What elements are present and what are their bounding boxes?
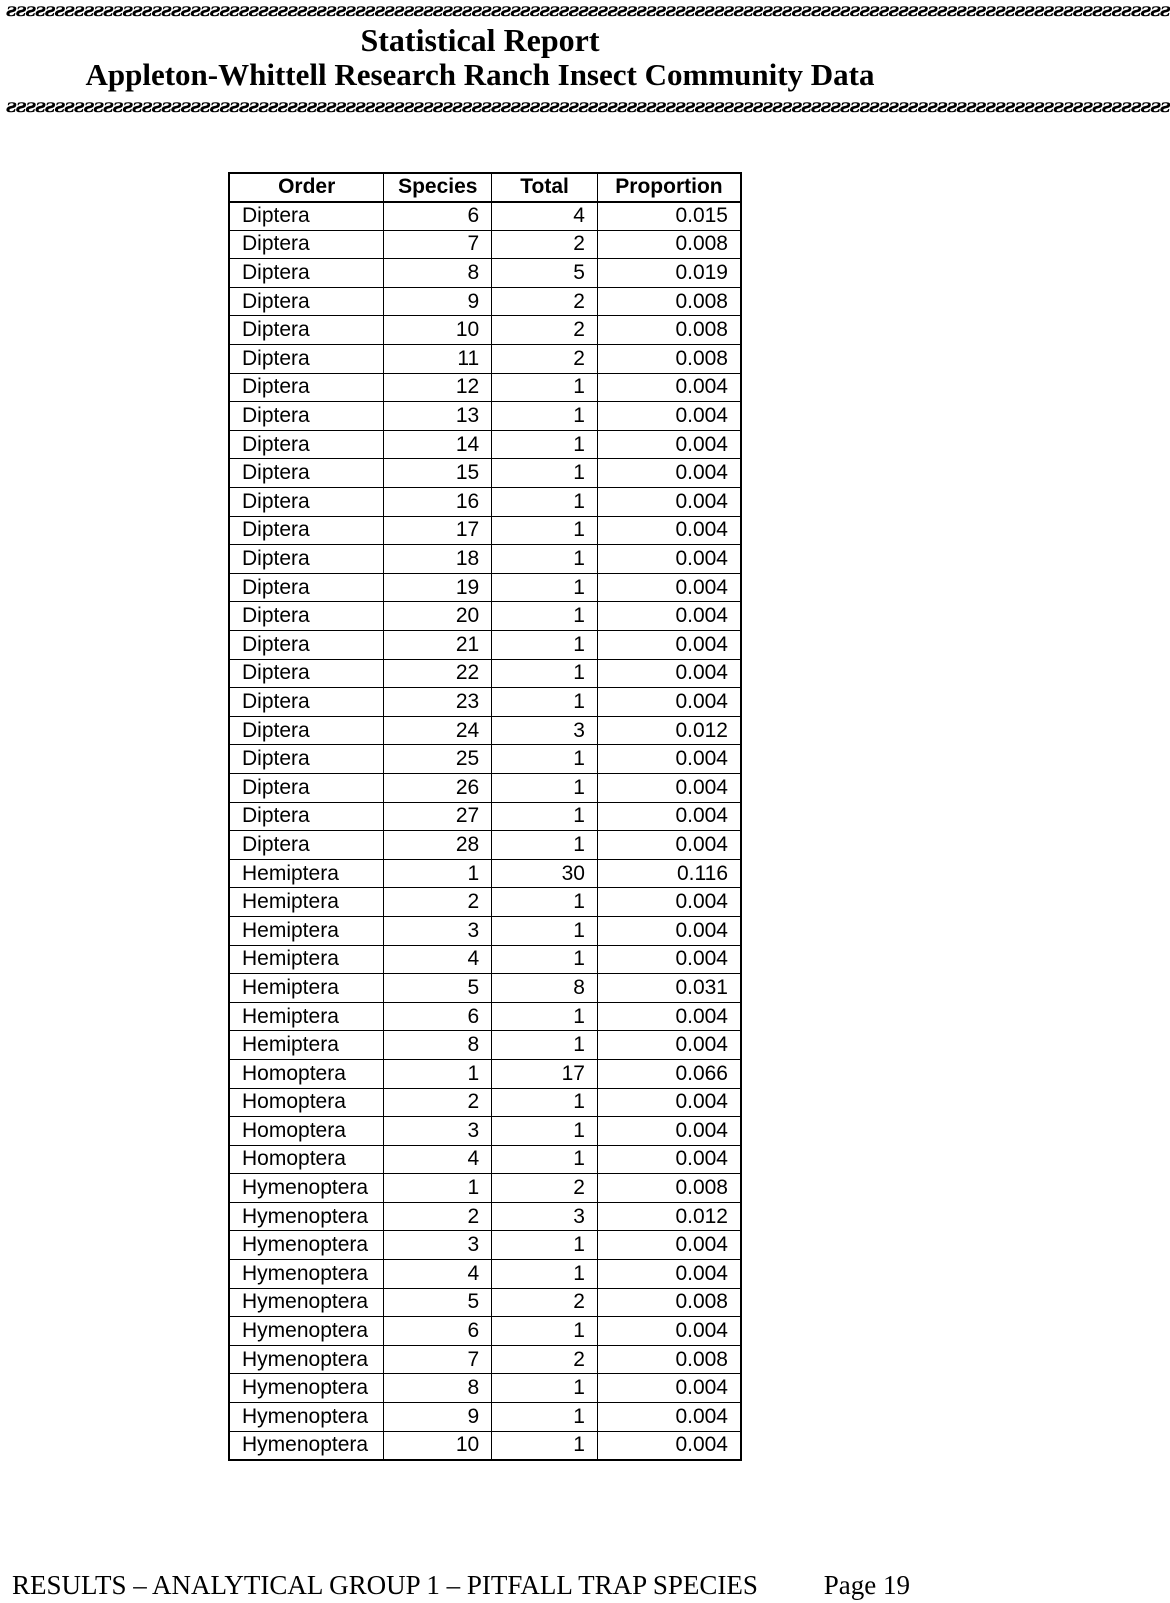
- table-row: [229, 1431, 741, 1460]
- cell-species: 9: [384, 1403, 492, 1432]
- footer-section-label: RESULTS – ANALYTICAL GROUP 1 – PITFALL TRAP SPECIES: [12, 1570, 758, 1600]
- cell-proportion: 0.012: [597, 1202, 741, 1231]
- table-row: [229, 716, 741, 745]
- cell-total: 1: [492, 659, 598, 688]
- cell-species: 27: [384, 802, 492, 831]
- cell-proportion: 0.004: [597, 631, 741, 660]
- cell-order: Diptera: [229, 802, 384, 831]
- cell-proportion: 0.004: [597, 488, 741, 517]
- cell-total: 17: [492, 1059, 598, 1088]
- cell-total: 1: [492, 459, 598, 488]
- cell-total: 1: [492, 1231, 598, 1260]
- cell-proportion: 0.008: [597, 345, 741, 374]
- cell-total: 1: [492, 1002, 598, 1031]
- cell-total: 1: [492, 373, 598, 402]
- cell-order: Hemiptera: [229, 888, 384, 917]
- cell-order: Hemiptera: [229, 1002, 384, 1031]
- cell-total: 1: [492, 831, 598, 860]
- table-row: [229, 974, 741, 1003]
- cell-total: 1: [492, 773, 598, 802]
- cell-species: 3: [384, 1117, 492, 1146]
- cell-total: 1: [492, 1374, 598, 1403]
- cell-order: Diptera: [229, 230, 384, 259]
- cell-proportion: 0.004: [597, 1231, 741, 1260]
- cell-proportion: 0.004: [597, 831, 741, 860]
- cell-order: Diptera: [229, 488, 384, 517]
- cell-species: 3: [384, 916, 492, 945]
- cell-species: 26: [384, 773, 492, 802]
- table-row: [229, 1031, 741, 1060]
- cell-order: Diptera: [229, 716, 384, 745]
- cell-order: Diptera: [229, 516, 384, 545]
- table-row: [229, 1231, 741, 1260]
- cell-total: 2: [492, 1288, 598, 1317]
- cell-species: 10: [384, 316, 492, 345]
- cell-total: 1: [492, 1145, 598, 1174]
- cell-order: Hemiptera: [229, 1031, 384, 1060]
- table-row: [229, 287, 741, 316]
- table-body: [229, 202, 741, 1460]
- cell-species: 5: [384, 1288, 492, 1317]
- cell-proportion: 0.004: [597, 459, 741, 488]
- cell-total: 1: [492, 488, 598, 517]
- table-row: [229, 1145, 741, 1174]
- cell-order: Hymenoptera: [229, 1202, 384, 1231]
- cell-proportion: 0.008: [597, 1345, 741, 1374]
- table-row: [229, 1288, 741, 1317]
- cell-total: 1: [492, 1317, 598, 1346]
- table-row: [229, 345, 741, 374]
- cell-total: 5: [492, 259, 598, 288]
- cell-total: 1: [492, 1117, 598, 1146]
- cell-order: Diptera: [229, 573, 384, 602]
- cell-order: Diptera: [229, 430, 384, 459]
- cell-species: 18: [384, 545, 492, 574]
- cell-proportion: 0.004: [597, 1117, 741, 1146]
- column-header-proportion: Proportion: [597, 173, 741, 202]
- column-header-order: Order: [229, 173, 384, 202]
- cell-species: 11: [384, 345, 492, 374]
- table-row: [229, 1088, 741, 1117]
- table-row: [229, 1059, 741, 1088]
- cell-order: Hymenoptera: [229, 1374, 384, 1403]
- cell-order: Homoptera: [229, 1059, 384, 1088]
- cell-total: 1: [492, 916, 598, 945]
- cell-species: 6: [384, 1002, 492, 1031]
- cell-order: Hemiptera: [229, 859, 384, 888]
- cell-proportion: 0.004: [597, 1002, 741, 1031]
- cell-species: 17: [384, 516, 492, 545]
- cell-proportion: 0.008: [597, 230, 741, 259]
- decorative-border-top: ƨƨƨƨƨƨƨƨƨƨƨƨƨƨƨƨƨƨƨƨƨƨƨƨƨƨƨƨƨƨƨƨƨƨƨƨƨƨƨƨƨƨƨƨƨƨƨƨƨƨƨƨƨƨƨƨƨƨƨƨƨƨƨƨƨƨƨƨƨƨƨƨƨƨƨƨƨƨƨƨƨƨƨƨƨƨƨƨƨƨƨƨƨƨƨƨƨƨƨƨƨƨƨƨƨƨƨƨƨƨƨƨƨƨƨƨƨƨƨƨ: [6, 0, 1170, 21]
- cell-proportion: 0.004: [597, 773, 741, 802]
- cell-species: 4: [384, 1145, 492, 1174]
- table-row: [229, 202, 741, 231]
- cell-order: Homoptera: [229, 1145, 384, 1174]
- table-row: [229, 402, 741, 431]
- table-row: [229, 859, 741, 888]
- column-header-species: Species: [384, 173, 492, 202]
- table-row: [229, 545, 741, 574]
- table-row: [229, 516, 741, 545]
- cell-order: Hymenoptera: [229, 1317, 384, 1346]
- table-row: [229, 888, 741, 917]
- cell-total: 1: [492, 688, 598, 717]
- cell-proportion: 0.008: [597, 287, 741, 316]
- cell-total: 1: [492, 1403, 598, 1432]
- cell-species: 3: [384, 1231, 492, 1260]
- cell-total: 1: [492, 745, 598, 774]
- cell-proportion: 0.015: [597, 202, 741, 231]
- cell-total: 1: [492, 1431, 598, 1460]
- cell-total: 3: [492, 716, 598, 745]
- cell-proportion: 0.004: [597, 1403, 741, 1432]
- cell-total: 1: [492, 888, 598, 917]
- cell-proportion: 0.008: [597, 316, 741, 345]
- cell-proportion: 0.004: [597, 573, 741, 602]
- cell-proportion: 0.004: [597, 1088, 741, 1117]
- cell-proportion: 0.066: [597, 1059, 741, 1088]
- cell-species: 20: [384, 602, 492, 631]
- cell-order: Diptera: [229, 459, 384, 488]
- cell-total: 4: [492, 202, 598, 231]
- table-row: [229, 659, 741, 688]
- cell-proportion: 0.019: [597, 259, 741, 288]
- column-header-total: Total: [492, 173, 598, 202]
- cell-order: Diptera: [229, 545, 384, 574]
- table-row: [229, 745, 741, 774]
- table-row: [229, 945, 741, 974]
- cell-proportion: 0.004: [597, 516, 741, 545]
- cell-order: Homoptera: [229, 1117, 384, 1146]
- cell-total: 30: [492, 859, 598, 888]
- cell-total: 1: [492, 602, 598, 631]
- cell-total: 1: [492, 402, 598, 431]
- cell-order: Hemiptera: [229, 974, 384, 1003]
- cell-order: Hymenoptera: [229, 1174, 384, 1203]
- cell-order: Diptera: [229, 773, 384, 802]
- cell-proportion: 0.004: [597, 802, 741, 831]
- cell-proportion: 0.004: [597, 745, 741, 774]
- cell-species: 6: [384, 1317, 492, 1346]
- cell-order: Hymenoptera: [229, 1231, 384, 1260]
- cell-species: 2: [384, 1088, 492, 1117]
- cell-proportion: 0.004: [597, 688, 741, 717]
- cell-proportion: 0.031: [597, 974, 741, 1003]
- cell-species: 24: [384, 716, 492, 745]
- cell-proportion: 0.004: [597, 659, 741, 688]
- decorative-border-bottom: ƨƨƨƨƨƨƨƨƨƨƨƨƨƨƨƨƨƨƨƨƨƨƨƨƨƨƨƨƨƨƨƨƨƨƨƨƨƨƨƨƨƨƨƨƨƨƨƨƨƨƨƨƨƨƨƨƨƨƨƨƨƨƨƨƨƨƨƨƨƨƨƨƨƨƨƨƨƨƨƨƨƨƨƨƨƨƨƨƨƨƨƨƨƨƨƨƨƨƨƨƨƨƨƨƨƨƨƨƨƨƨƨƨƨƨƨƨƨƨƨ: [6, 95, 1170, 117]
- cell-order: Hemiptera: [229, 916, 384, 945]
- cell-total: 2: [492, 316, 598, 345]
- table-row: [229, 459, 741, 488]
- cell-order: Diptera: [229, 745, 384, 774]
- cell-proportion: 0.004: [597, 1374, 741, 1403]
- cell-species: 16: [384, 488, 492, 517]
- cell-order: Homoptera: [229, 1088, 384, 1117]
- table-row: [229, 259, 741, 288]
- cell-proportion: 0.004: [597, 402, 741, 431]
- cell-order: Diptera: [229, 345, 384, 374]
- cell-species: 25: [384, 745, 492, 774]
- table-row: [229, 831, 741, 860]
- table-row: [229, 1317, 741, 1346]
- cell-total: 1: [492, 430, 598, 459]
- cell-species: 1: [384, 859, 492, 888]
- cell-order: Hymenoptera: [229, 1288, 384, 1317]
- cell-species: 1: [384, 1059, 492, 1088]
- table-row: [229, 230, 741, 259]
- cell-species: 5: [384, 974, 492, 1003]
- cell-proportion: 0.012: [597, 716, 741, 745]
- cell-proportion: 0.004: [597, 945, 741, 974]
- cell-species: 8: [384, 259, 492, 288]
- cell-total: 1: [492, 1088, 598, 1117]
- cell-species: 14: [384, 430, 492, 459]
- cell-total: 1: [492, 802, 598, 831]
- cell-species: 7: [384, 230, 492, 259]
- cell-proportion: 0.004: [597, 916, 741, 945]
- table-row: [229, 602, 741, 631]
- cell-species: 10: [384, 1431, 492, 1460]
- cell-order: Hymenoptera: [229, 1345, 384, 1374]
- cell-species: 12: [384, 373, 492, 402]
- table-row: [229, 316, 741, 345]
- cell-proportion: 0.004: [597, 545, 741, 574]
- cell-total: 3: [492, 1202, 598, 1231]
- cell-order: Diptera: [229, 659, 384, 688]
- table-row: [229, 1002, 741, 1031]
- cell-order: Hemiptera: [229, 945, 384, 974]
- table-row: [229, 1117, 741, 1146]
- cell-species: 8: [384, 1374, 492, 1403]
- table-row: [229, 1403, 741, 1432]
- cell-proportion: 0.008: [597, 1288, 741, 1317]
- cell-order: Hymenoptera: [229, 1260, 384, 1289]
- cell-total: 2: [492, 230, 598, 259]
- table-row: [229, 430, 741, 459]
- table-row: [229, 1202, 741, 1231]
- cell-species: 22: [384, 659, 492, 688]
- cell-total: 2: [492, 345, 598, 374]
- table-row: [229, 1174, 741, 1203]
- cell-species: 15: [384, 459, 492, 488]
- cell-proportion: 0.008: [597, 1174, 741, 1203]
- report-subtitle: Appleton-Whittell Research Ranch Insect Community Data: [85, 57, 875, 92]
- cell-species: 2: [384, 888, 492, 917]
- cell-order: Hymenoptera: [229, 1431, 384, 1460]
- cell-species: 21: [384, 631, 492, 660]
- cell-proportion: 0.004: [597, 1317, 741, 1346]
- table-row: [229, 1260, 741, 1289]
- cell-species: 23: [384, 688, 492, 717]
- cell-total: 1: [492, 545, 598, 574]
- cell-species: 4: [384, 945, 492, 974]
- cell-order: Diptera: [229, 631, 384, 660]
- table-row: [229, 1374, 741, 1403]
- cell-order: Hymenoptera: [229, 1403, 384, 1432]
- cell-order: Diptera: [229, 831, 384, 860]
- cell-order: Diptera: [229, 602, 384, 631]
- cell-total: 2: [492, 1345, 598, 1374]
- cell-total: 2: [492, 1174, 598, 1203]
- cell-total: 1: [492, 631, 598, 660]
- cell-species: 19: [384, 573, 492, 602]
- species-table: [228, 172, 742, 1461]
- cell-species: 28: [384, 831, 492, 860]
- table-row: [229, 373, 741, 402]
- cell-species: 8: [384, 1031, 492, 1060]
- cell-proportion: 0.004: [597, 373, 741, 402]
- cell-order: Diptera: [229, 402, 384, 431]
- table-row: [229, 916, 741, 945]
- table-row: [229, 573, 741, 602]
- cell-order: Diptera: [229, 287, 384, 316]
- cell-proportion: 0.116: [597, 859, 741, 888]
- cell-species: 13: [384, 402, 492, 431]
- table-row: [229, 488, 741, 517]
- cell-order: Diptera: [229, 373, 384, 402]
- cell-species: 2: [384, 1202, 492, 1231]
- cell-species: 1: [384, 1174, 492, 1203]
- cell-total: 1: [492, 1031, 598, 1060]
- cell-total: 2: [492, 287, 598, 316]
- cell-total: 8: [492, 974, 598, 1003]
- cell-species: 4: [384, 1260, 492, 1289]
- table-row: [229, 631, 741, 660]
- cell-proportion: 0.004: [597, 1260, 741, 1289]
- cell-proportion: 0.004: [597, 430, 741, 459]
- cell-order: Diptera: [229, 202, 384, 231]
- cell-species: 6: [384, 202, 492, 231]
- cell-species: 7: [384, 1345, 492, 1374]
- table-row: [229, 1345, 741, 1374]
- cell-proportion: 0.004: [597, 888, 741, 917]
- cell-species: 9: [384, 287, 492, 316]
- cell-total: 1: [492, 1260, 598, 1289]
- cell-proportion: 0.004: [597, 1431, 741, 1460]
- cell-order: Diptera: [229, 316, 384, 345]
- cell-order: Diptera: [229, 688, 384, 717]
- cell-total: 1: [492, 516, 598, 545]
- table-row: [229, 773, 741, 802]
- cell-proportion: 0.004: [597, 1145, 741, 1174]
- cell-total: 1: [492, 945, 598, 974]
- cell-proportion: 0.004: [597, 1031, 741, 1060]
- table-row: [229, 688, 741, 717]
- page-number: Page 19: [823, 1570, 910, 1600]
- cell-order: Diptera: [229, 259, 384, 288]
- table-header-row: [229, 173, 741, 202]
- cell-proportion: 0.004: [597, 602, 741, 631]
- report-title: Statistical Report: [360, 22, 600, 58]
- table-row: [229, 802, 741, 831]
- cell-total: 1: [492, 573, 598, 602]
